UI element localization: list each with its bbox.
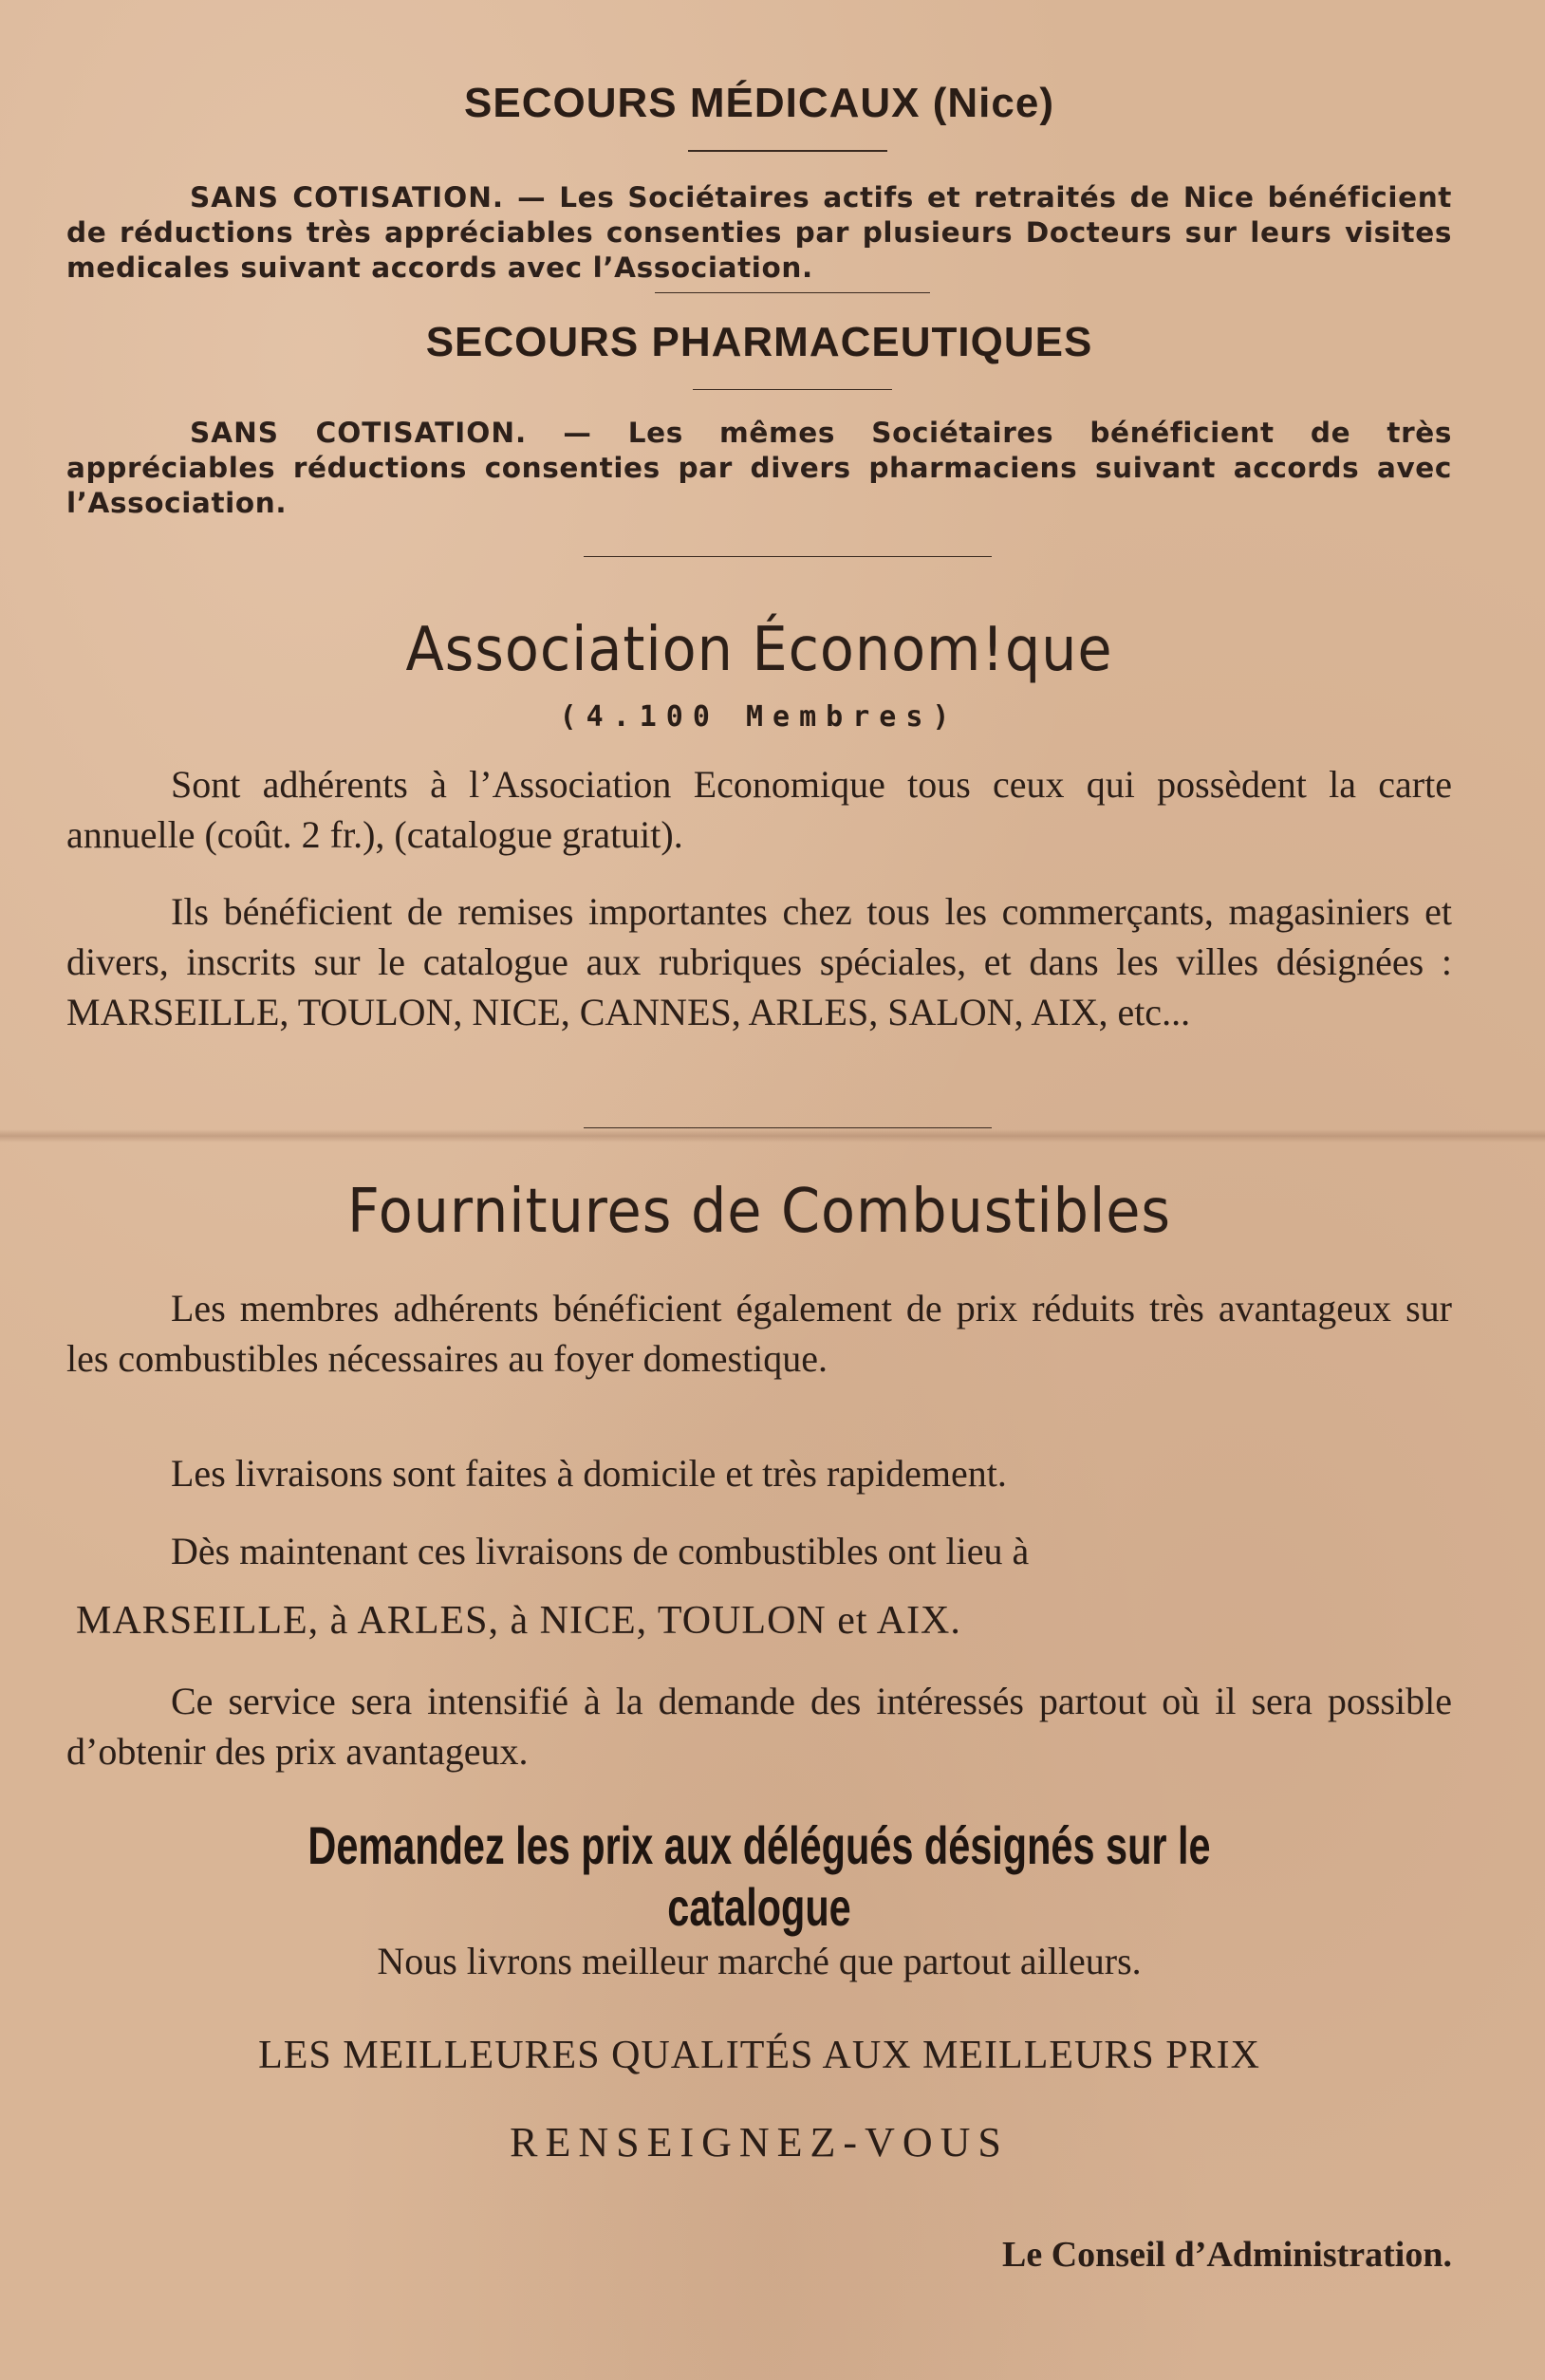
medical-text: — Les Sociétaires actifs et retraités de Nice bénéficient de réductions très appréciables consenties par plusieurs Docteurs sur leurs visites medicales suivant accords avec l’Association. — [66, 181, 1452, 284]
combustibles-paragraph-4: Ce service sera intensifié à la demande des intéressés partout où il sera possible d’obtenir des prix avantageux. — [66, 1680, 1452, 1773]
tagline: Nous livrons meilleur marché que partout ailleurs. — [377, 1940, 1142, 1982]
combustibles-paragraph-2: Les livraisons sont faites à domicile et très rapidement. — [171, 1452, 1007, 1495]
medical-title: SECOURS MÉDICAUX (Nice) — [464, 80, 1054, 126]
economique-title: Association Économ!que — [405, 615, 1113, 685]
medical-title-rule — [688, 150, 887, 152]
medical-bottom-rule — [655, 292, 930, 293]
pharma-title-rule — [693, 389, 892, 390]
economique-paragraph-1: Sont adhérents à l’Association Economique tous ceux qui possèdent la carte annuelle (coût. 2 fr.), (catalogue gratuit). — [66, 763, 1452, 856]
pharma-title: SECOURS PHARMACEUTIQUES — [425, 319, 1093, 365]
divider-2 — [584, 1127, 992, 1128]
cta-heading: Demandez les prix aux délégués désignés sur le catalogue — [307, 1815, 1211, 1937]
renseignez-vous: RENSEIGNEZ-VOUS — [510, 2119, 1009, 2166]
combustibles-paragraph-3a: Dès maintenant ces livraisons de combustibles ont lieu à — [171, 1530, 1030, 1572]
pharma-paragraph — [66, 416, 1452, 521]
paper-fold — [0, 1129, 1545, 1143]
combustibles-paragraph-1: Les membres adhérents bénéficient également de prix réduits très avantageux sur les combustibles nécessaires au foyer domestique. — [66, 1287, 1452, 1380]
economique-paragraph-2: Ils bénéficient de remises importantes chez tous les commerçants, magasiniers et divers, inscrits sur le catalogue aux rubriques spéciales, et dans les villes désignées : MARSEILLE, TOULON, NICE, CANNES, ARLES, SALON, AIX, etc... — [66, 890, 1452, 1033]
divider-1 — [584, 556, 992, 557]
combustibles-title: Fournitures de Combustibles — [347, 1177, 1171, 1247]
pharma-text: — Les mêmes Sociétaires bénéficient de très appréciables réductions consenties par divers pharmaciens suivant accords avec l’Association. — [66, 417, 1452, 519]
medical-paragraph — [66, 180, 1452, 286]
medical-lead: SANS COTISATION. — [190, 181, 505, 214]
pharma-lead: SANS COTISATION. — [190, 417, 528, 449]
signature: Le Conseil d’Administration. — [1002, 2235, 1452, 2275]
combustibles-paragraph-3b: MARSEILLE, à ARLES, à NICE, TOULON et AIX. — [76, 1599, 961, 1643]
economique-members: (4.100 Membres) — [559, 700, 959, 734]
slogan: LES MEILLEURES QUALITÉS AUX MEILLEURS PRIX — [258, 2034, 1260, 2077]
